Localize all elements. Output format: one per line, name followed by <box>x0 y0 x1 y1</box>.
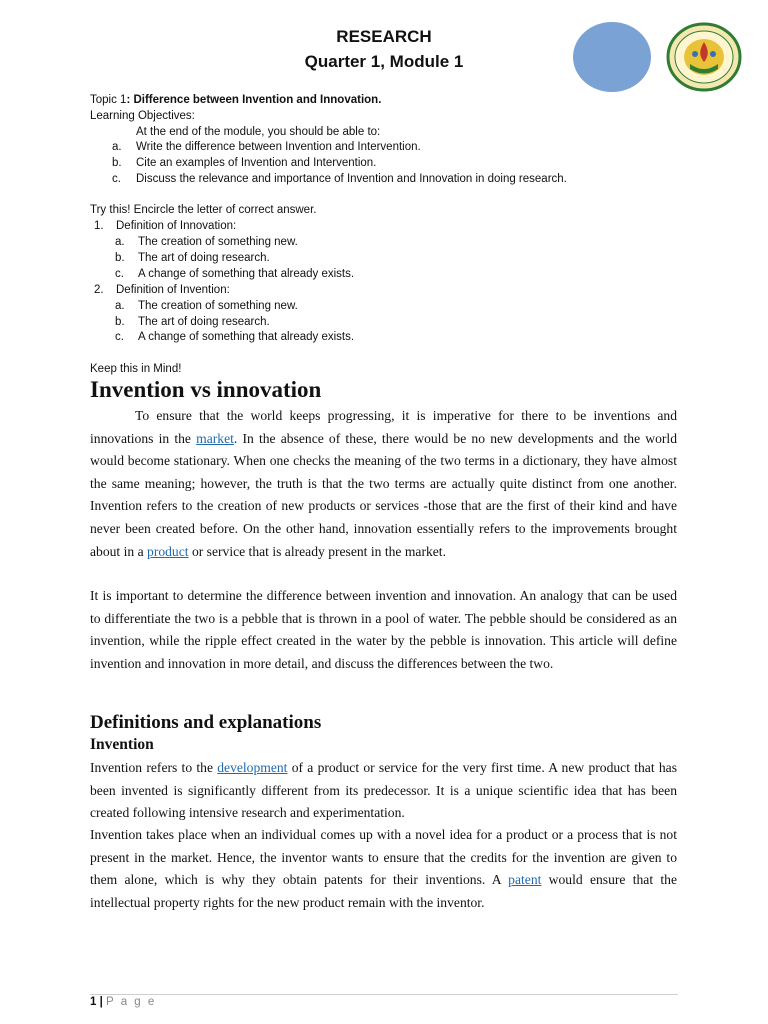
objectives-heading: Learning Objectives: <box>90 110 195 122</box>
paragraph-invention-patent <box>90 824 677 914</box>
objective-text: Write the difference between Invention and Intervention. <box>136 141 421 153</box>
quiz-option[interactable] <box>115 251 270 267</box>
decorative-circle <box>573 22 651 92</box>
market-link[interactable]: market <box>196 430 234 446</box>
page-header <box>0 26 768 76</box>
subsection-heading: Invention <box>90 736 154 753</box>
document-title: RESEARCH <box>336 27 432 46</box>
objective-item <box>112 156 376 172</box>
option-text: The art of doing research. <box>138 252 270 264</box>
document-subtitle: Quarter 1, Module 1 <box>304 52 464 71</box>
question-text: Definition of Invention: <box>116 284 230 296</box>
para1-text-1: To ensure that the world keeps progressing, it is imperative for there to be inventions and innovations in the <box>90 408 677 446</box>
option-text: A change of something that already exists. <box>138 331 355 343</box>
para4-text-2: would ensure that the intellectual property rights for the new product remain with the inventor. <box>90 872 677 910</box>
topic-line <box>90 93 381 109</box>
objective-marker: b. <box>112 157 122 169</box>
quiz-option[interactable] <box>115 330 354 346</box>
product-link[interactable]: product <box>147 543 189 559</box>
objective-item <box>112 140 421 156</box>
option-marker: c. <box>115 331 124 343</box>
page-label: P a g e <box>106 996 157 1008</box>
objective-text: Cite an examples of Invention and Intervention. <box>136 157 377 169</box>
para1-text-2: . In the absence of these, there would be no new developments and the world would become stationary. When one checks the meaning of the two terms in a dictionary, they have almost the same meaning; however, the truth is that the two terms are actually quite distinct from one another. Invention refers to the creation of new products or services -those that are the first of their kind and have never been created before. On the other hand, innovation essentially refers to the improvements brought about in a <box>90 430 677 559</box>
topic-colon: : <box>126 94 134 106</box>
objective-item <box>112 172 567 188</box>
patent-link[interactable]: patent <box>508 872 542 888</box>
objective-marker: a. <box>112 141 122 153</box>
objective-marker: c. <box>112 173 121 185</box>
paragraph-analogy: It is important to determine the difference between invention and innovation. An analogy that can be used to differentiate the two is a pebble that is thrown in a pool of water. The pebble should be considered as an invention, while the ripple effect created in the water by the pebble is innovation. This article will define invention and innovation in more detail, and discuss the differences between the two. <box>90 588 677 671</box>
paragraph-invention-definition <box>90 757 677 825</box>
page-footer <box>90 996 156 1008</box>
option-text: The creation of something new. <box>138 300 298 312</box>
option-marker: a. <box>115 300 125 312</box>
objectives-intro: At the end of the module, you should be able to: <box>136 126 381 138</box>
section-heading: Definitions and explanations <box>90 712 322 733</box>
quiz-instruction: Try this! Encircle the letter of correct answer. <box>90 204 317 216</box>
deped-seal-logo <box>666 22 742 92</box>
quiz-option[interactable] <box>115 267 354 283</box>
paragraph-intro <box>90 405 677 563</box>
topic-title: Difference between Invention and Innovation. <box>133 94 382 106</box>
question-text: Definition of Innovation: <box>116 220 237 232</box>
para1-text-3: or service that is already present in the market. <box>188 543 446 559</box>
keep-in-mind-label: Keep this in Mind! <box>90 363 182 375</box>
page-number: 1 <box>90 996 97 1008</box>
option-marker: c. <box>115 268 124 280</box>
topic-prefix: Topic 1 <box>90 94 127 106</box>
main-heading: Invention vs innovation <box>90 377 322 402</box>
option-marker: a. <box>115 236 125 248</box>
option-marker: b. <box>115 316 125 328</box>
quiz-option[interactable] <box>115 315 270 331</box>
quiz-option[interactable] <box>115 235 298 251</box>
quiz-question <box>94 219 236 235</box>
footer-divider <box>90 994 678 995</box>
development-link[interactable]: development <box>217 760 288 775</box>
question-number: 2. <box>94 284 104 296</box>
question-number: 1. <box>94 220 104 232</box>
quiz-question <box>94 283 230 299</box>
para3-text-2: of a product or service for the very first time. A new product that has been invented is significantly different from its predecessor. It is a unique scientific idea that has been created following intensive research and experimentation. <box>90 760 677 821</box>
footer-separator: | <box>99 996 103 1008</box>
option-marker: b. <box>115 252 125 264</box>
option-text: The creation of something new. <box>138 236 298 248</box>
option-text: The art of doing research. <box>138 316 270 328</box>
para4-text-1: Invention takes place when an individual comes up with a novel idea for a product or a process that is not present in the market. Hence, the inventor wants to ensure that the credits for the invention are given to them alone, which is why they obtain patents for their inventions. A <box>90 827 677 888</box>
quiz-option[interactable] <box>115 299 298 315</box>
para3-text-1: Invention refers to the <box>90 760 218 775</box>
option-text: A change of something that already exists. <box>138 268 355 280</box>
objective-text: Discuss the relevance and importance of Invention and Innovation in doing research. <box>136 173 567 185</box>
